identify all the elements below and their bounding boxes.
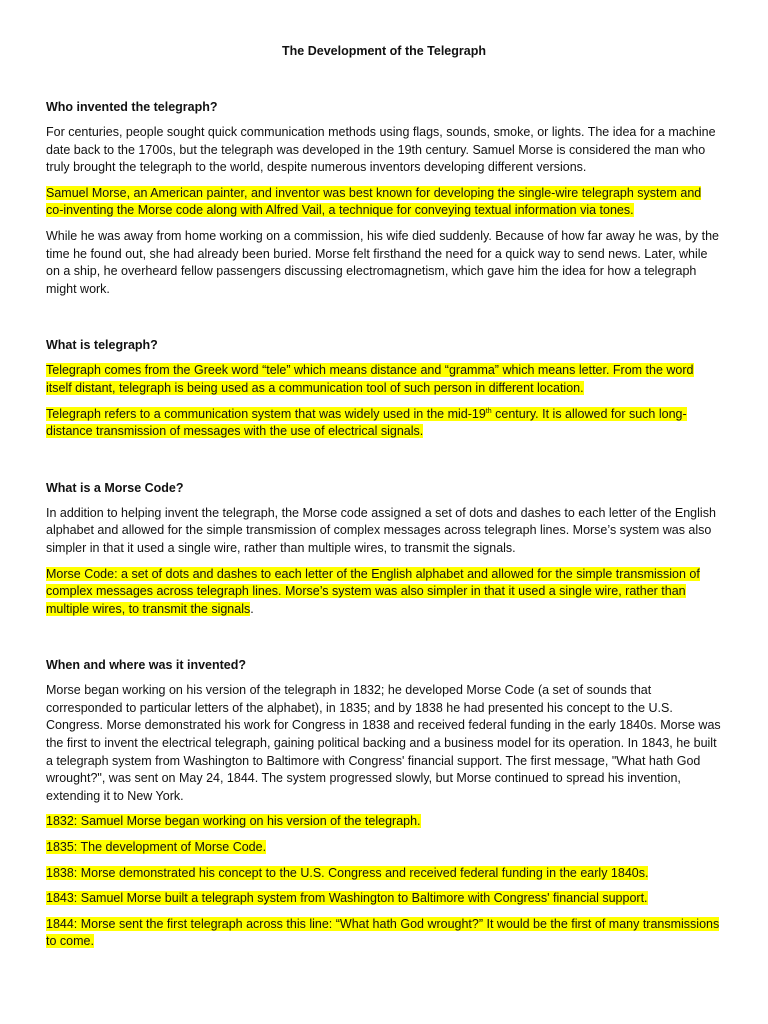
highlighted-paragraph	[46, 406, 722, 441]
paragraph	[46, 505, 722, 558]
section-when-where	[46, 656, 722, 951]
highlighted-text: 1835: The development of Morse Code.	[46, 840, 267, 855]
timeline-item	[46, 890, 722, 908]
highlighted-text: 1843: Samuel Morse built a telegraph system from Washington to Baltimore with Congress' financial support.	[46, 891, 648, 906]
section-morse-code	[46, 479, 722, 619]
timeline-item	[46, 813, 722, 831]
paragraph-text: In addition to helping invent the telegraph, the Morse code assigned a set of dots and dashes to each letter of the English alphabet and allowed for the simple transmission of complex messages across telegraph lines. Morse’s system was also simpler in that it used a single wire, rather than multiple wires, to transmit the signals.	[46, 505, 716, 555]
highlighted-text: Samuel Morse, an American painter, and inventor was best known for developing the single-wire telegraph system and co-inventing the Morse code along with Alfred Vail, a technique for conveying textual information via tones.	[46, 185, 702, 218]
highlighted-paragraph	[46, 362, 722, 397]
paragraph-text: Morse began working on his version of the telegraph in 1832; he developed Morse Code (a set of sounds that corresponded to particular letters of the alphabet), in 1835; and by 1838 he had presented his concept to the U.S. Congress. Morse demonstrated his work for Congress in 1838 and received federal funding in the early 1840s. Morse was the first to invent the electrical telegraph, gaining political backing and a business model for its operation. In 1843, he built a telegraph system from Washington to Baltimore with Congress' financial support. The first message, "What hath God wrought?", was sent on May 24, 1844. The system progressed slowly, but Morse continued to spread his invention, extending it to New York.	[46, 683, 721, 803]
section-heading: When and where was it invented?	[46, 658, 247, 673]
section-heading: What is telegraph?	[46, 338, 158, 353]
highlighted-text-part: Telegraph refers to a communication system that was widely used in the mid-19	[46, 406, 486, 421]
highlighted-text: Morse Code: a set of dots and dashes to each letter of the English alphabet and allowed for the simple transmission of complex messages across telegraph lines. Morse’s system was also simpler in that it used a single wire, rather than multiple wires, to transmit the signals	[46, 566, 700, 616]
highlighted-text: Telegraph comes from the Greek word “tele” which means distance and “gramma” which means letter. From the word itself distant, telegraph is being used as a communication tool of such person in different location.	[46, 363, 694, 395]
section-what-is-telegraph	[46, 336, 722, 440]
section-who-invented	[46, 98, 722, 298]
highlighted-text: 1832: Samuel Morse began working on his version of the telegraph.	[46, 814, 421, 829]
paragraph	[46, 682, 722, 805]
highlighted-text: 1838: Morse demonstrated his concept to the U.S. Congress and received federal funding in the early 1840s.	[46, 865, 649, 880]
timeline-item	[46, 865, 722, 883]
timeline-item	[46, 916, 722, 951]
superscript-ordinal: th	[485, 407, 492, 415]
section-heading: Who invented the telegraph?	[46, 100, 218, 114]
highlighted-paragraph	[46, 185, 722, 220]
highlighted-text-part: century. It is allowed for such long-distance transmission of messages with the use of electrical signals.	[46, 406, 687, 439]
paragraph-text: .	[250, 601, 254, 616]
highlighted-text	[46, 407, 687, 439]
section-heading: What is a Morse Code?	[46, 480, 184, 495]
timeline-item	[46, 839, 722, 857]
paragraph-text: For centuries, people sought quick communication methods using flags, sounds, smoke, or lights. The idea for a machine date back to the 1700s, but the telegraph was developed in the 19th century. Samuel Morse is considered the man who truly brought the telegraph to the world, despite numerous inventors developing different versions.	[46, 125, 716, 175]
highlighted-text: 1844: Morse sent the first telegraph across this line: “What hath God wrought?” It would be the first of many transmissions to come.	[46, 916, 720, 949]
paragraph	[46, 228, 722, 298]
paragraph-text: While he was away from home working on a commission, his wife died suddenly. Because of how far away he was, by the time he found out, she had already been buried. Morse felt firsthand the need for a quick way to send news. Later, while on a ship, he overheard fellow passengers discussing electromagnetism, which gave him the idea for how a telegraph might work.	[46, 228, 720, 296]
highlighted-paragraph	[46, 566, 722, 619]
paragraph	[46, 124, 722, 177]
document-title: The Development of the Telegraph	[282, 44, 486, 58]
